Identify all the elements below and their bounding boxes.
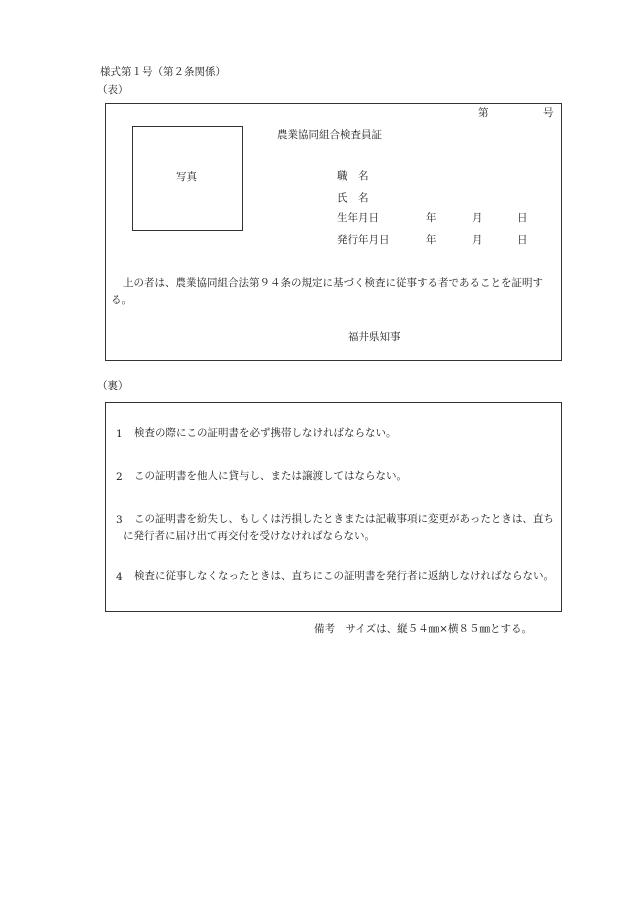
card-title: 農業協同組合検査員証 <box>277 129 382 141</box>
birth-day-unit: 日 <box>517 212 528 224</box>
rule-text: この証明書を紛失し、もしくは汚損したときまたは記載事項に変更があったときは、直ちに発行者に届け出て再交付を受けなければならない。 <box>123 513 554 542</box>
birth-month-unit: 月 <box>472 212 483 224</box>
rule-number: 4 <box>116 571 123 583</box>
number-suffix: 号 <box>543 107 554 119</box>
issued-year-unit: 年 <box>426 234 437 246</box>
field-name: 氏 名 <box>337 192 369 204</box>
birth-year-unit: 年 <box>426 212 437 224</box>
number-label: 第 <box>478 107 489 119</box>
rule-number: 1 <box>116 428 123 440</box>
field-birth: 生年月日 <box>337 212 379 224</box>
back-side-label: （裏） <box>97 380 129 392</box>
front-side-label: （表） <box>97 84 129 96</box>
field-post: 職 名 <box>337 170 369 182</box>
issued-month-unit: 月 <box>472 234 483 246</box>
certification-statement: 上の者は、農業協同組合法第９４条の規定に基づく検査に従事する者であることを証明する。 <box>111 277 543 306</box>
issuer: 福井県知事 <box>348 331 401 343</box>
size-remark: 備考 サイズは、縦５４㎜×横８５㎜とする。 <box>314 623 532 635</box>
form-label: 様式第１号（第２条関係） <box>100 66 226 78</box>
issued-day-unit: 日 <box>517 234 528 246</box>
photo-label: 写真 <box>176 171 197 183</box>
rule-text: 検査に従事しなくなったときは、直ちにこの証明書を発行者に返納しなければならない。 <box>134 570 554 582</box>
field-issued: 発行年月日 <box>337 234 390 246</box>
rule-text: 検査の際にこの証明書を必ず携帯しなければならない。 <box>134 427 397 439</box>
rule-text: この証明書を他人に貸与し、または譲渡してはならない。 <box>134 470 407 482</box>
rule-number: 3 <box>116 514 123 526</box>
rule-number: 2 <box>116 471 123 483</box>
